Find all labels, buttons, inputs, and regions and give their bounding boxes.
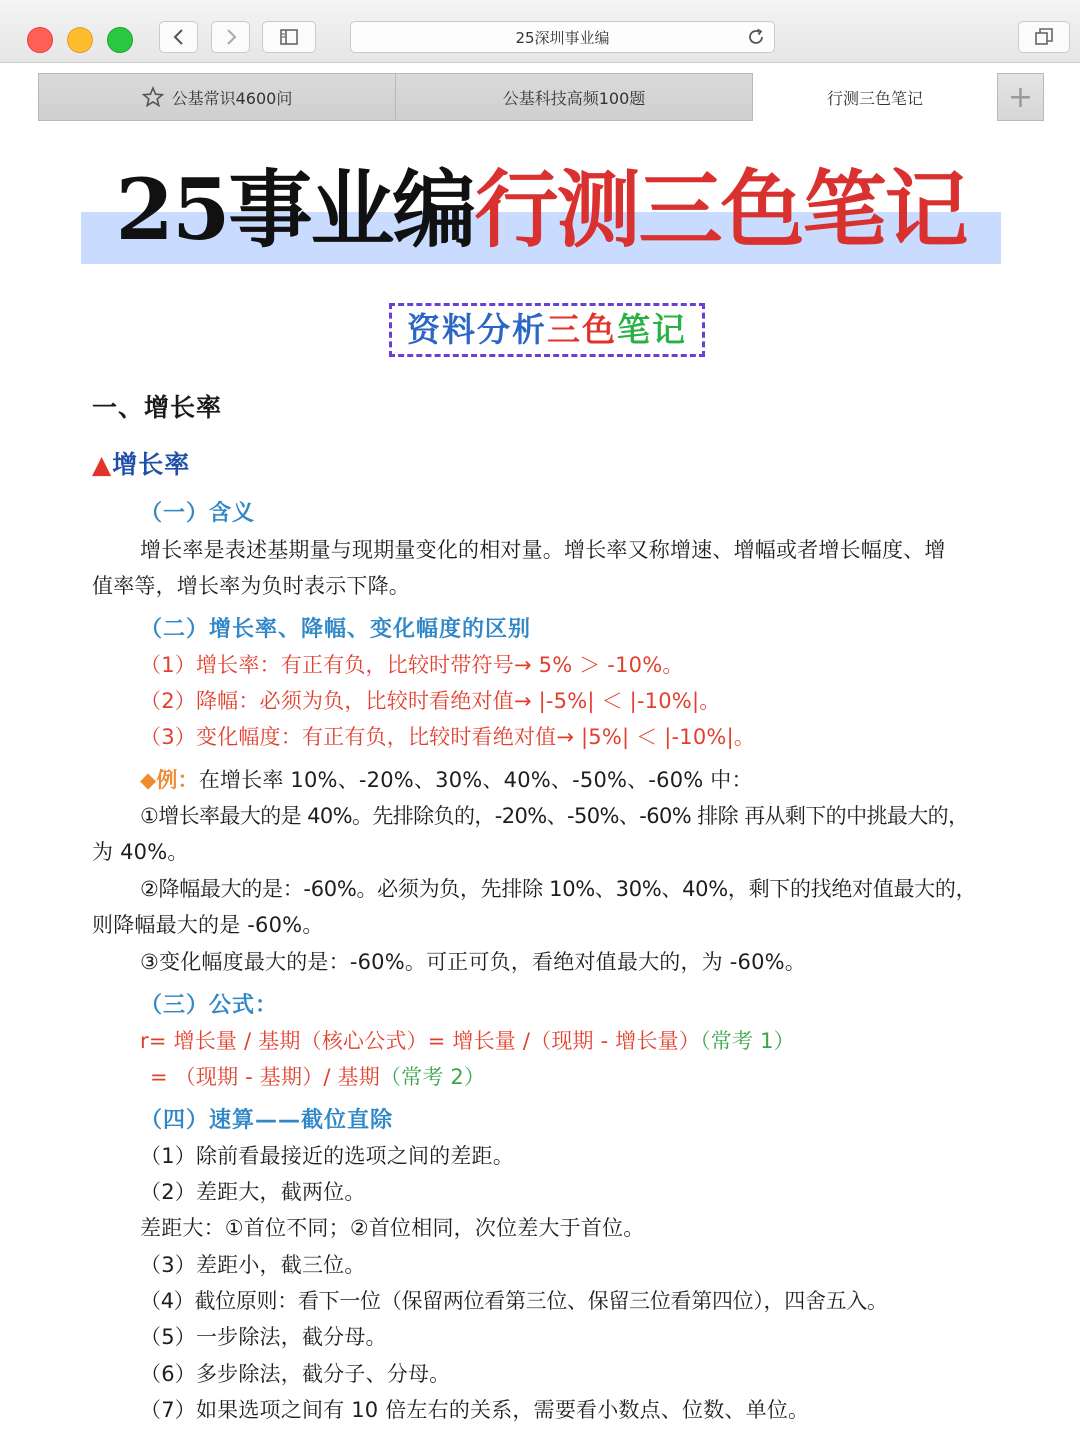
tab-xingce-notes[interactable] [753, 73, 997, 121]
part4-item-2: （2）差距大，截两位。 [140, 1180, 366, 1204]
part4-item-1: （1）除前看最接近的选项之间的差距。 [140, 1144, 514, 1168]
chevron-left-icon [172, 28, 186, 46]
tabs-overview-icon [1035, 28, 1053, 46]
example-text: 在增长率 10%、-20%、30%、40%、-50%、-60% 中： [198, 768, 753, 792]
star-icon [142, 86, 164, 108]
example-line [140, 764, 753, 794]
tab-gongji-4600[interactable] [38, 73, 396, 121]
part2-item-1: （1）增长率：有正有负，比较时带符号→ 5% ＞ -10%。 [140, 653, 684, 677]
sidebar-toggle-button[interactable] [262, 21, 316, 53]
reload-button[interactable] [746, 27, 766, 51]
address-text: 25深圳事业编 [515, 29, 610, 47]
reload-icon [746, 27, 766, 47]
subtitle-part2: 三色 [547, 310, 617, 349]
part4-item-5: （4）截位原则：看下一位（保留两位看第三位、保留三位看第四位），四舍五入。 [140, 1289, 888, 1313]
part3-heading: （三）公式： [140, 993, 279, 1018]
example-2-line1: ②降幅最大的是：-60%。必须为负，先排除 10%、30%、40%，剩下的找绝对值最大的， [140, 877, 977, 901]
formula-1 [140, 1025, 795, 1055]
subtitle-box [389, 303, 705, 357]
zoom-window-button[interactable] [107, 27, 133, 53]
subheading-text: 增长率 [112, 450, 191, 479]
example-2-line2: 则降幅最大的是 -60%。 [92, 913, 324, 937]
tab-gongji-keji-100[interactable] [395, 73, 753, 121]
tab-label: 行测三色笔记 [826, 88, 923, 108]
page-title-red: 行测三色笔记 [474, 160, 967, 259]
part4-item-7: （6）多步除法，截分子、分母。 [140, 1362, 451, 1386]
part1-heading: （一）含义 [140, 501, 256, 526]
sidebar-icon [280, 29, 298, 45]
section-heading: 一、增长率 [92, 393, 223, 422]
plus-icon: + [1007, 79, 1034, 115]
part1-text-line2: 值率等，增长率为负时表示下降。 [92, 574, 410, 598]
part4-item-6: （5）一步除法，截分母。 [140, 1325, 387, 1349]
formula-2 [150, 1061, 485, 1091]
tab-bar [0, 63, 1080, 125]
subheading [92, 445, 190, 481]
formula-2-text: = （现期 - 基期）/ 基期 [150, 1065, 380, 1089]
chevron-right-icon [224, 28, 238, 46]
close-window-button[interactable] [27, 27, 53, 53]
triangle-marker-icon: ▲ [92, 450, 113, 479]
subtitle-part3: 笔记 [617, 310, 687, 349]
forward-button[interactable] [211, 21, 250, 53]
page-title [81, 158, 1001, 262]
subtitle-part1: 资料分析 [407, 310, 547, 349]
back-button[interactable] [159, 21, 198, 53]
hero-title-block [81, 150, 1001, 268]
part4-heading: （四）速算——截位直除 [140, 1108, 394, 1133]
example-1-line1: ①增长率最大的是 40%。先排除负的，-20%、-50%、-60% 排除 再从剩下的中挑最大的， [140, 804, 969, 828]
tab-label: 公基科技高频100题 [502, 88, 646, 108]
part4-item-8: （7）如果选项之间有 10 倍左右的关系，需要看小数点、位数、单位。 [140, 1398, 810, 1422]
part4-item-3: 差距大：①首位不同；②首位相同，次位差大于首位。 [140, 1216, 645, 1240]
part2-heading: （二）增长率、降幅、变化幅度的区别 [140, 617, 532, 642]
part2-item-3: （3）变化幅度：有正有负，比较时看绝对值→ |5%| ＜ |-10%|。 [140, 725, 756, 749]
part2-item-2: （2）降幅：必须为负，比较时看绝对值→ |-5%| ＜ |-10%|。 [140, 689, 721, 713]
new-tab-button[interactable] [997, 73, 1044, 121]
example-1-line2: 为 40%。 [92, 840, 189, 864]
formula-1-text: r= 增长量 / 基期（核心公式）= 增长量 /（现期 - 增长量） [140, 1029, 701, 1053]
window-titlebar [0, 0, 1080, 63]
part1-text-line1: 增长率是表述基期量与现期量变化的相对量。增长率又称增速、增幅或者增长幅度、增 [140, 538, 946, 562]
minimize-window-button[interactable] [67, 27, 93, 53]
address-bar[interactable] [350, 21, 775, 53]
formula-1-note: （常考 1） [700, 1029, 795, 1053]
tab-label: 公基常识4600问 [171, 88, 293, 108]
formula-2-note: （常考 2） [379, 1065, 486, 1089]
page-title-black: 25事业编 [115, 160, 475, 259]
example-3: ③变化幅度最大的是：-60%。可正可负，看绝对值最大的，为 -60%。 [140, 950, 807, 974]
tab-overview-button[interactable] [1018, 21, 1070, 53]
example-label: ◆例： [140, 768, 199, 792]
part4-item-4: （3）差距小，截三位。 [140, 1253, 366, 1277]
